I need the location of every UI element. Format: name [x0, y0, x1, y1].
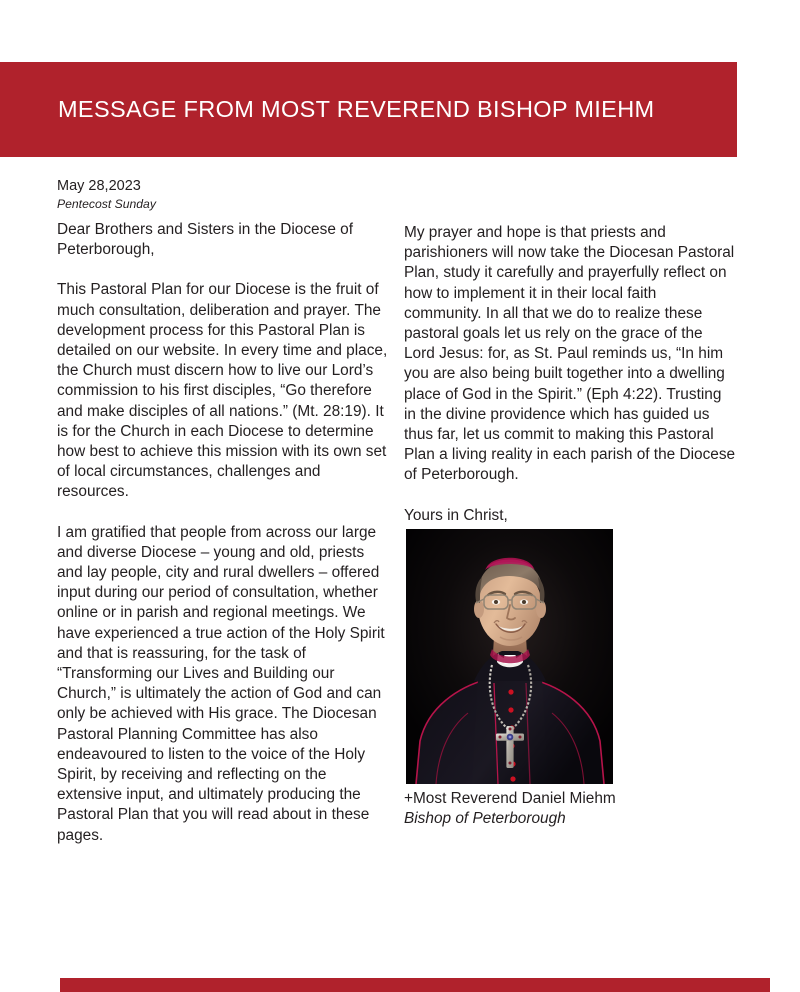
- body-paragraph-1: This Pastoral Plan for our Diocese is the fruit of much consultation, deliberation and prayer. The development process for this Pastoral Plan is detailed on our website. In every time and place, the Church must discern how to live our Lord’s commission to his first disciples, “Go therefore and make disciples of all nations.” (Mt. 28:19). It is for the Church in each Diocese to determine how best to achieve this mission with its own set of local circumstances, challenges and resources.: [57, 281, 388, 501]
- letter-date: May 28,2023: [57, 178, 141, 194]
- right-text-column: [404, 223, 736, 526]
- portrait-caption: [404, 789, 744, 829]
- left-text-column: [57, 220, 389, 846]
- body-paragraph-3: My prayer and hope is that priests and parishioners will now take the Diocesan Pastoral Plan, study it carefully and prayerfully reflect on how to implement it in their local faith community. In all that we do to realize these pastoral goals let us rely on the grace of the Lord Jesus: for, as St. Paul reminds us, “In him you are also being built together into a dwelling place of God in the Spirit.” (Eph 4:22). Trusting in the divine providence which has guided us thus far, let us commit to making this Pastoral Plan a living reality in each parish of the Diocese of Peterborough.: [404, 224, 736, 484]
- liturgical-day: Pentecost Sunday: [57, 197, 156, 212]
- caption-role: Bishop of Peterborough: [404, 810, 566, 827]
- body-paragraph-2: I am gratified that people from across our large and diverse Diocese – young and old, priests and lay people, city and rural dwellers – offered input during our period of consultation, whether online or in parish and regional meetings. We have experienced a true action of the Holy Spirit and that is reassuring, for the task of “Transforming our Lives and Building our Church,” is ultimately the action of God and can only be achieved with His grace. The Diocesan Pastoral Planning Committee has also endeavoured to listen to the voice of the Holy Spirit, by receiving and reflecting on the extensive input, and ultimately producing the Pastoral Plan that you will read about in these pages.: [57, 523, 385, 844]
- caption-name: +Most Reverend Daniel Miehm: [404, 790, 616, 807]
- salutation-paragraph: Dear Brothers and Sisters in the Diocese of Peterborough,: [57, 221, 353, 259]
- bishop-portrait-illustration: [406, 529, 613, 784]
- page-title: MESSAGE FROM MOST REVEREND BISHOP MIEHM: [58, 95, 655, 122]
- footer-bar: [60, 978, 770, 992]
- bishop-portrait-photo: [406, 529, 613, 784]
- date-block: [57, 177, 397, 213]
- header-banner: [0, 62, 737, 157]
- closing-salutation: Yours in Christ,: [404, 506, 508, 524]
